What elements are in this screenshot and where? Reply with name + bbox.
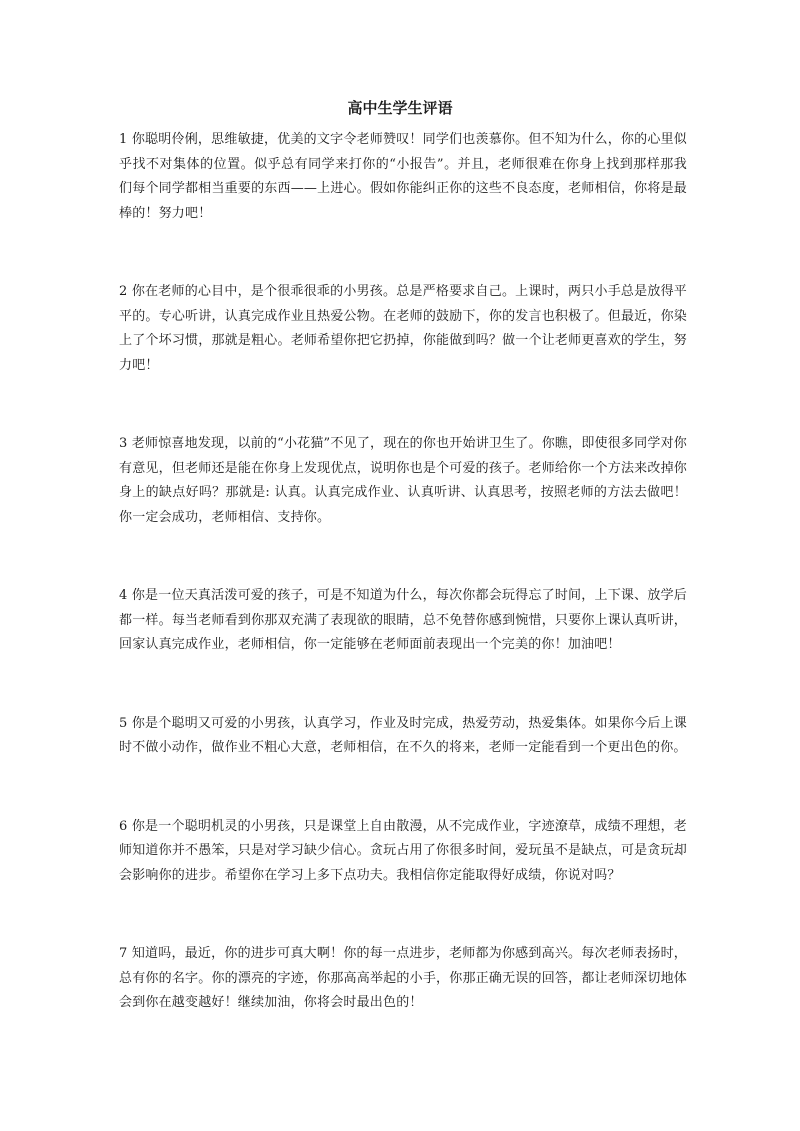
comment-paragraph-5: 5 你是个聪明又可爱的小男孩，认真学习，作业及时完成，热爱劳动，热爱集体。如果你今后上课时不做小动作，做作业不粗心大意，老师相信，在不久的将来，老师一定能看到一个更出色的你。 <box>119 715 687 755</box>
comment-paragraph-7: 7 知道吗，最近，你的进步可真大啊！你的每一点进步，老师都为你感到高兴。每次老师表扬时，总有你的名字。你的漂亮的字迹，你那高高举起的小手，你那正确无误的回答，都让老师深切地体会到你在越变越好！继续加油，你将会时最出色的！ <box>119 946 687 1010</box>
comment-paragraph-3: 3 老师惊喜地发现，以前的“小花猫”不见了，现在的你也开始讲卫生了。你瞧，即使很多同学对你有意见，但老师还是能在你身上发现优点，说明你也是个可爱的孩子。老师给你一个方法来改掉你身上的缺点好吗？那就是: 认真。认真完成作业、认真听讲、认真思考，按照老师的方法去做吧！你一定会成功，老师相信、支持你。 <box>119 436 687 525</box>
comment-paragraph-6: 6 你是一个聪明机灵的小男孩，只是课堂上自由散漫，从不完成作业，字迹潦草，成绩不理想，老师知道你并不愚笨，只是对学习缺少信心。贪玩占用了你很多时间，爱玩虽不是缺点，可是贪玩却会影响你的进步。希望你在学习上多下点功夫。我相信你定能取得好成绩，你说对吗？ <box>119 818 687 883</box>
comment-paragraph-1: 1 你聪明伶俐，思维敏捷，优美的文字令老师赞叹！同学们也羡慕你。但不知为什么，你的心里似乎找不对集体的位置。似乎总有同学来打你的“小报告”。并且，老师很难在你身上找到那样那我们每个同学都相当重要的东西——上进心。假如你能纠正你的这些不良态度，老师相信，你将是最棒的！努力吧！ <box>119 132 687 221</box>
comment-paragraph-2: 2 你在老师的心目中，是个很乖很乖的小男孩。总是严格要求自己。上课时，两只小手总是放得平平的。专心听讲，认真完成作业且热爱公物。在老师的鼓励下，你的发言也积极了。但最近，你染上了个坏习惯，那就是粗心。老师希望你把它扔掉，你能做到吗？做一个让老师更喜欢的学生，努力吧！ <box>119 284 687 373</box>
comment-paragraph-4: 4 你是一位天真活泼可爱的孩子，可是不知道为什么，每次你都会玩得忘了时间，上下课、放学后都一样。每当老师看到你那双充满了表现欲的眼睛，总不免替你感到惋惜，只要你上课认真听讲，回家认真完成作业，老师相信，你一定能够在老师面前表现出一个完美的你！加油吧！ <box>119 588 687 652</box>
document-title: 高中生学生评语 <box>347 99 453 117</box>
comment-list <box>119 128 687 1070</box>
